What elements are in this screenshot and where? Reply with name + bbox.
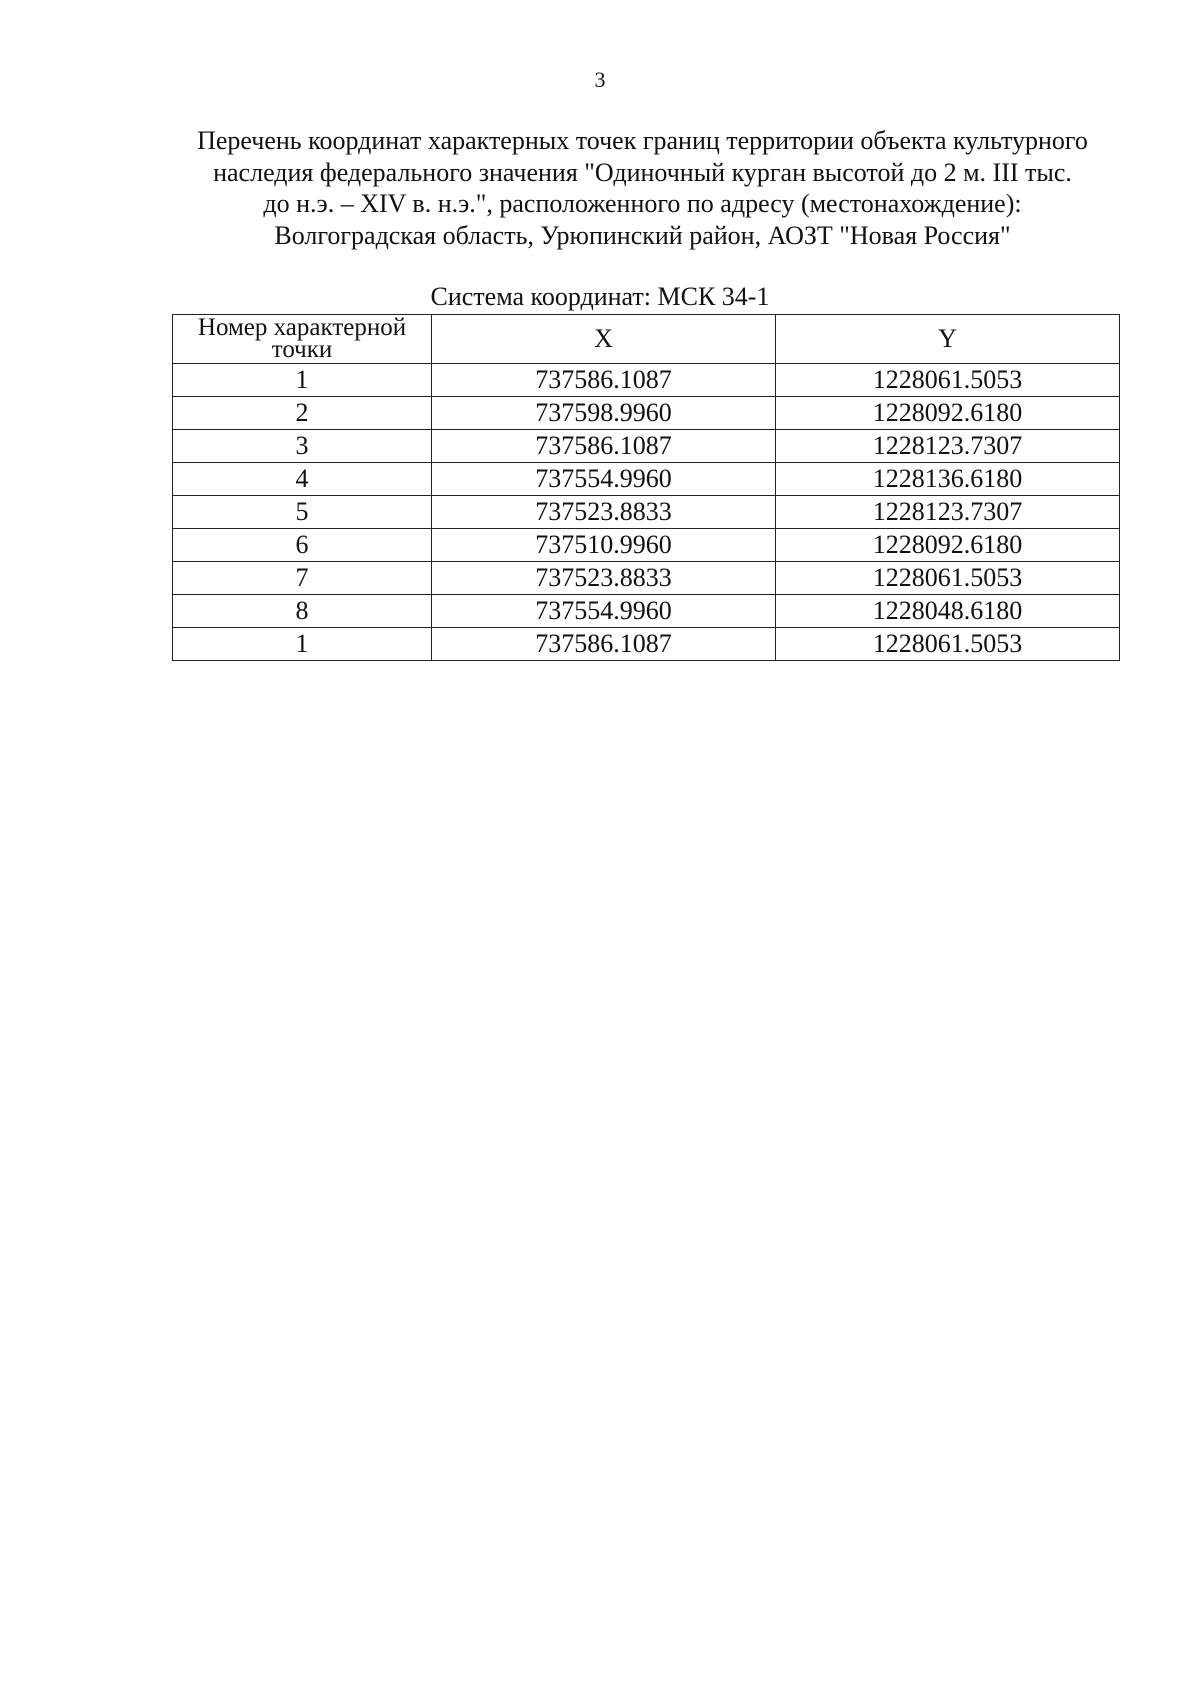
- table-row: [173, 529, 1120, 562]
- header-point-number: [173, 315, 432, 364]
- cell-x: 737510.9960: [432, 529, 776, 562]
- table-row: [173, 595, 1120, 628]
- cell-x: 737598.9960: [432, 397, 776, 430]
- cell-y: 1228136.6180: [776, 463, 1120, 496]
- cell-point: 6: [173, 529, 432, 562]
- cell-point: 2: [173, 397, 432, 430]
- title-line: Волгоградская область, Урюпинский район, АОЗТ "Новая Россия": [274, 220, 1011, 250]
- cell-point: 1: [173, 628, 432, 661]
- table-row: [173, 463, 1120, 496]
- cell-y: 1228061.5053: [776, 628, 1120, 661]
- title-line: наследия федерального значения "Одиночный курган высотой до 2 м. III тыс.: [213, 157, 1072, 187]
- cell-point: 1: [173, 364, 432, 397]
- cell-x: 737523.8833: [432, 562, 776, 595]
- cell-point: 7: [173, 562, 432, 595]
- cell-x: 737586.1087: [432, 430, 776, 463]
- table-row: [173, 562, 1120, 595]
- table-row: [173, 397, 1120, 430]
- header-point-line2: точки: [271, 336, 333, 363]
- cell-y: 1228061.5053: [776, 364, 1120, 397]
- cell-y: 1228092.6180: [776, 397, 1120, 430]
- title-line: Перечень координат характерных точек границ территории объекта культурного: [197, 126, 1088, 155]
- header-x: X: [432, 315, 776, 364]
- cell-x: 737523.8833: [432, 496, 776, 529]
- table-row: [173, 364, 1120, 397]
- table-row: [173, 430, 1120, 463]
- coordinate-system-caption: Система координат: МСК 34-1: [430, 282, 770, 311]
- cell-x: 737586.1087: [432, 364, 776, 397]
- title-line: до н.э. – XIV в. н.э.", расположенного по адресу (местонахождение):: [263, 189, 1022, 218]
- cell-x: 737554.9960: [432, 463, 776, 496]
- cell-x: 737554.9960: [432, 595, 776, 628]
- cell-y: 1228048.6180: [776, 595, 1120, 628]
- cell-x: 737586.1087: [432, 628, 776, 661]
- cell-point: 3: [173, 430, 432, 463]
- cell-y: 1228061.5053: [776, 562, 1120, 595]
- cell-point: 8: [173, 595, 432, 628]
- header-y: Y: [776, 315, 1120, 364]
- table-row: [173, 496, 1120, 529]
- coordinates-table: [172, 314, 1120, 661]
- document-title: [150, 125, 1135, 251]
- cell-point: 5: [173, 496, 432, 529]
- cell-point: 4: [173, 463, 432, 496]
- table-header-row: [173, 315, 1120, 364]
- cell-y: 1228123.7307: [776, 430, 1120, 463]
- header-point-line1: Номер характерной: [197, 314, 407, 341]
- cell-y: 1228123.7307: [776, 496, 1120, 529]
- cell-y: 1228092.6180: [776, 529, 1120, 562]
- page-number: 3: [594, 67, 606, 92]
- table-row: [173, 628, 1120, 661]
